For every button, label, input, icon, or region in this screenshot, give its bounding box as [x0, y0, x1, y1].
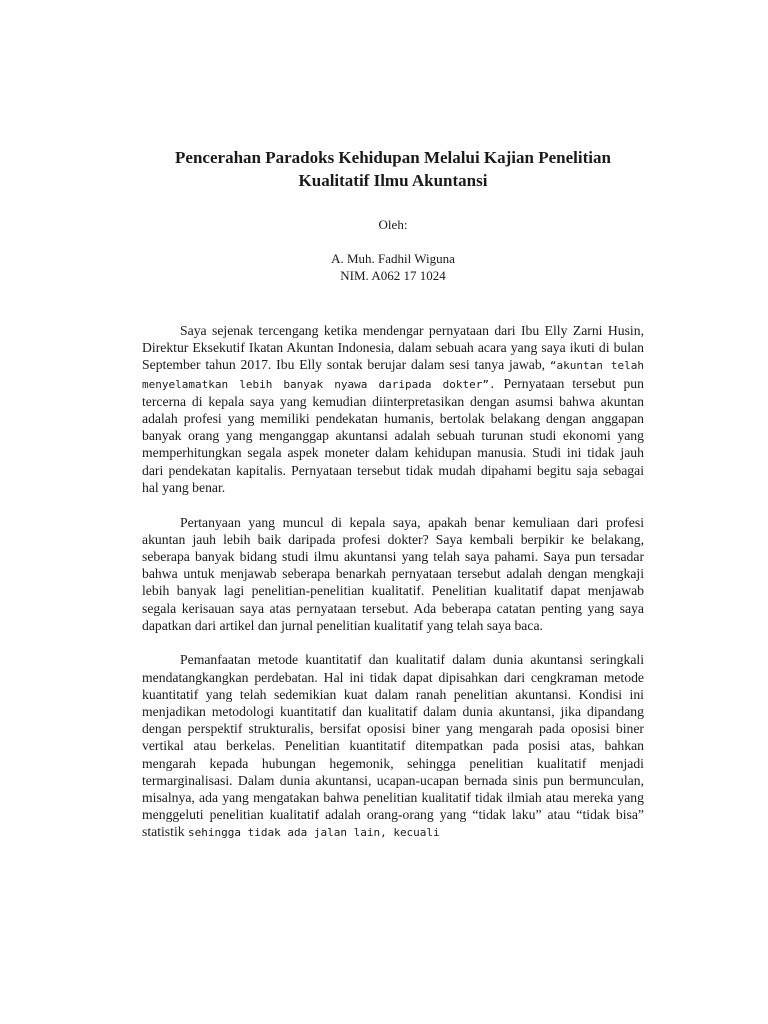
- document-title: [142, 146, 644, 192]
- paragraph-1-text-start: Saya sejenak tercengang ketika mendengar pernyataan dari Ibu Elly Zarni Husin, Direktur Eksekutif Ikatan Akuntan Indonesia, dalam sebuah acara yang saya ikuti di bulan September tahun 2017. Ibu Elly sontak berujar dalam sesi tanya jawab,: [142, 323, 644, 373]
- paragraph-1-text-end: Pernyataan tersebut pun tercerna di kepala saya yang kemudian diinterpretasikan dengan asumsi bahwa akuntan adalah profesi yang memiliki pendekatan humanis, bertolak belakang dengan anggapan banyak orang yang menganggap akuntansi adalah sebuah turunan studi ekonomi yang memperhitungkan segala aspek moneter dalam kehidupan manusia. Studi ini tidak jauh dari pendekatan kapitalis. Pernyataan tersebut tidak mudah dipahami begitu saja sebagai hal yang benar.: [142, 375, 644, 495]
- document-body: [142, 322, 644, 859]
- paragraph-2: Pertanyaan yang muncul di kepala saya, apakah benar kemuliaan dari profesi akuntan jauh lebih baik daripada profesi dokter? Saya kembali berpikir ke belakang, seberapa banyak bidang studi ilmu akuntansi yang telah saya pahami. Saya pun tersadar bahwa untuk menjawab seberapa benarkah pernyataan tersebut adalah dengan mengkaji lebih banyak lagi penelitian-penelitian kualitatif. Penelitian kualitatif dapat menjawab segala kerisauan saya atas pernyataan tersebut. Ada beberapa catatan penting yang saya dapatkan dari artikel dan jurnal penelitian kualitatif yang telah saya baca.: [142, 514, 644, 633]
- title-line-1: Pencerahan Paradoks Kehidupan Melalui Kajian Penelitian: [175, 148, 611, 167]
- paragraph-3-tail: sehingga tidak ada jalan lain, kecuali: [188, 826, 440, 840]
- byline-label: Oleh:: [378, 217, 408, 232]
- paragraph-3: [142, 651, 644, 841]
- paragraph-3-text: Pemanfaatan metode kuantitatif dan kualitatif dalam dunia akuntansi seringkali mendatangkangkan perdebatan. Hal ini tidak dapat dipisahkan dari cengkraman metode kuantitatif yang telah sedemikian kuat dalam ranah penelitian akuntansi. Kondisi ini menjadikan metodologi kuantitatif dan kualitatif dalam dunia akuntansi, jika dipandang dengan perspektif strukturalis, bersifat oposisi biner yang mengarah pada oposisi biner vertikal atau berkelas. Penelitian kuantitatif ditempatkan pada posisi atas, bahkan mengarah kepada hubungan hegemonik, sehingga penelitian kualitatif menjadi termarginalisasi. Dalam dunia akuntansi, ucapan-ucapan bernada sinis pun bermunculan, misalnya, ada yang mengatakan bahwa penelitian kualitatif tidak ilmiah atau mereka yang menggeluti penelitian kualitatif adalah orang-orang yang “tidak laku” atau “tidak bisa” statistik: [142, 652, 644, 840]
- author-block: [142, 250, 644, 284]
- paragraph-1: [142, 322, 644, 496]
- document-page: [142, 0, 644, 1024]
- quoted-statement: “akuntan telah menyelamatkan lebih banyak nyawa daripada dokter”.: [142, 359, 644, 391]
- author-nim: NIM. A062 17 1024: [340, 268, 446, 283]
- title-line-2: Kualitatif Ilmu Akuntansi: [298, 171, 488, 190]
- author-name: A. Muh. Fadhil Wiguna: [331, 251, 455, 266]
